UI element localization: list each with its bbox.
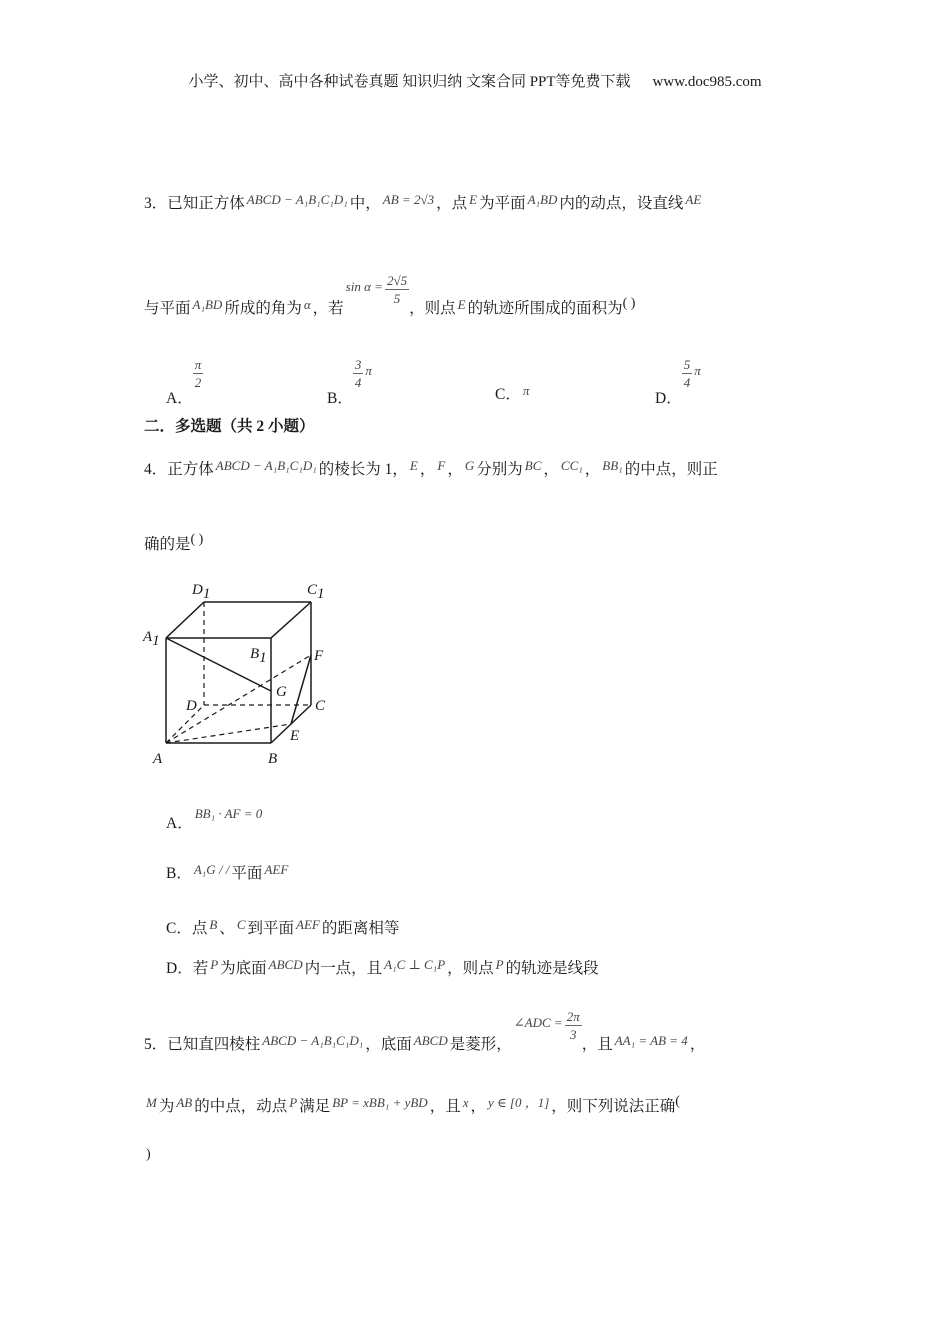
q3-math-sin: sin α = <box>345 279 383 295</box>
q5-math-abcd: ABCD <box>413 1033 448 1049</box>
frac-num: 5 <box>683 357 691 372</box>
q3-a-frac <box>193 356 204 391</box>
q3-text: 所成的角为 <box>224 300 302 318</box>
q3-math-cube: ABCD − A₁B₁C₁D₁ <box>246 192 348 207</box>
q4-text: 的中点，则正 <box>624 461 718 478</box>
q4-text: 正方体 <box>167 461 214 478</box>
label-a: A <box>153 751 163 767</box>
edge-a1-d1 <box>166 602 204 638</box>
frac-den: 2 <box>194 375 202 390</box>
q5-math-m: M <box>146 1095 157 1110</box>
q4-c-math1: B <box>209 917 218 932</box>
q3-math-e2: E <box>457 297 466 313</box>
q5-math-p: P <box>289 1095 298 1110</box>
q4-text: ， <box>543 461 559 478</box>
q4-d-math3: A₁C ⊥ C₁P <box>384 957 446 972</box>
label-d1: D1 <box>192 582 211 602</box>
header-site: www.doc985.com <box>652 74 762 90</box>
q3-b-pi: π <box>365 363 372 379</box>
q4-c-text: 到平面 <box>247 920 294 937</box>
frac-num: π <box>194 357 202 372</box>
label-c: C <box>315 698 326 714</box>
q4-a-math: BB₁ · AF = 0 <box>194 806 263 821</box>
q4-d-text: 为底面 <box>220 960 267 977</box>
q5-math-x: x <box>462 1095 469 1110</box>
header-text: 小学、初中、高中各种试卷真题 知识归纳 文案合同 PPT等免费下载 <box>188 74 631 90</box>
q3-option-d <box>655 356 703 408</box>
option-label: A． <box>166 390 193 408</box>
q3-option-a <box>166 356 203 408</box>
q4-line2 <box>144 530 203 555</box>
q4-math-bb: BB₁ <box>602 458 623 473</box>
q3-number: 3． <box>144 195 168 212</box>
section-heading: 二．多选题（共 2 小题） <box>144 418 315 435</box>
q4-c-text: 、 <box>219 920 235 937</box>
q5-text: ，则下列说法正确 <box>551 1098 676 1115</box>
q3-option-b <box>327 356 374 408</box>
q3-text: 已知正方体 <box>167 195 245 212</box>
option-label: D．若 <box>166 960 209 977</box>
cube-figure <box>140 575 350 775</box>
q4-d-text: 的轨迹是线段 <box>505 960 599 977</box>
q5-line1 <box>144 1008 705 1058</box>
q4-c-math3: AEF <box>296 917 320 932</box>
q4-text: ， <box>447 461 463 478</box>
q4-d-math2: ABCD <box>268 957 303 972</box>
q4-math-e: E <box>409 458 418 473</box>
q5-text: ， <box>470 1098 487 1115</box>
q4-d-math4: P <box>495 957 504 972</box>
q3-text: 与平面 <box>144 300 191 318</box>
q5-frac-den: 3 <box>569 1027 577 1042</box>
option-label: A． <box>166 815 193 832</box>
q3-line1 <box>144 190 703 214</box>
q4-option-c <box>166 915 399 939</box>
label-g: G <box>276 684 287 700</box>
page-header <box>0 70 950 91</box>
frac-den: 4 <box>354 375 362 390</box>
q3-text: 为平面 <box>479 195 526 212</box>
q3-math-alpha: α <box>303 297 311 313</box>
q5-text: ，且 <box>581 1036 613 1054</box>
q4-line1 <box>144 456 718 480</box>
q5-paren-close: ) <box>146 1147 151 1162</box>
q4-text: ， <box>584 461 601 478</box>
q4-math-cube: ABCD − A₁B₁C₁D₁ <box>215 458 317 473</box>
q3-fraction <box>385 272 409 307</box>
q5-text: ，且 <box>429 1098 461 1115</box>
q4-math-bc: BC <box>524 458 542 473</box>
q5-text: 为 <box>158 1098 175 1115</box>
q3-option-c <box>495 382 531 404</box>
label-c1: C1 <box>307 582 325 602</box>
q4-option-b <box>166 860 290 884</box>
q3-d-frac <box>682 356 693 391</box>
q3-math-e: E <box>469 192 478 207</box>
option-label: D． <box>655 390 682 408</box>
label-d: D <box>186 698 197 714</box>
q5-text: 已知直四棱柱 <box>167 1036 261 1054</box>
q3-math-plane: A₁BD <box>527 192 558 207</box>
q5-math-y: y ∈ [0 ，1] <box>488 1095 550 1110</box>
q5-frac-num: 2π <box>566 1009 580 1024</box>
q4-math-f: F <box>437 458 446 473</box>
q4-option-d <box>166 955 599 979</box>
q4-math-g: G <box>464 458 475 473</box>
q5-text: 是菱形， <box>449 1036 512 1054</box>
q3-text: ，则点 <box>409 300 456 318</box>
q3-text: 的轨迹所围成的面积为 <box>467 300 623 318</box>
q4-c-math2: C <box>236 917 246 932</box>
q5-line2 <box>144 1092 680 1117</box>
q4-b-math2: AEF <box>264 862 289 877</box>
q4-d-text: ，则点 <box>447 960 494 977</box>
q4-math-cc: CC₁ <box>560 458 583 473</box>
frac-num: 3 <box>354 357 362 372</box>
q5-text: ，底面 <box>365 1036 412 1054</box>
q5-text: 满足 <box>299 1098 331 1115</box>
q4-text: 确的是 <box>144 536 191 553</box>
q3-math-plane2: A₁BD <box>192 297 223 313</box>
q5-math-prism: ABCD − A₁B₁C₁D₁ <box>262 1033 364 1049</box>
label-e: E <box>290 728 300 744</box>
q4-text: ， <box>419 461 436 478</box>
q3-math-ab: AB = 2√3 <box>382 192 435 207</box>
q4-text: 分别为 <box>476 461 523 478</box>
q4-d-math1: P <box>210 957 219 972</box>
q4-c-text: 的距离相等 <box>321 920 400 937</box>
q3-answer-paren: ( ) <box>622 296 636 312</box>
q3-b-frac <box>353 356 364 391</box>
label-b1: B1 <box>250 646 267 666</box>
q4-b-text: 平面 <box>231 865 263 882</box>
q3-math-ae: AE <box>685 192 702 207</box>
q3-text: 中， <box>349 195 381 212</box>
q3-c-pi: π <box>522 383 530 398</box>
q5-text: 的中点，动点 <box>194 1098 288 1115</box>
q5-number: 5． <box>144 1036 168 1054</box>
q5-text: ， <box>689 1036 706 1054</box>
option-label: C． <box>495 386 521 403</box>
q4-d-text: 内一点，且 <box>304 960 383 977</box>
q3-d-pi: π <box>694 363 701 379</box>
frac-den: 4 <box>683 375 691 390</box>
option-label: B． <box>327 390 353 408</box>
q4-b-math: A₁G / / <box>193 862 230 877</box>
q5-math-angle: ∠ADC = <box>513 1015 563 1031</box>
q3-text: ，若 <box>312 300 344 318</box>
q5-math-ab: AB <box>176 1095 193 1110</box>
q5-paren-open: ( <box>675 1094 680 1109</box>
edge-b1-c1 <box>271 602 311 638</box>
q3-line2 <box>144 272 635 322</box>
q3-text: ，点 <box>436 195 468 212</box>
q4-text: 的棱长为 1， <box>318 461 408 478</box>
q4-answer-paren: ( ) <box>190 532 204 547</box>
q3-frac-den: 5 <box>393 291 401 306</box>
q5-math-bp: BP = xBB₁ + yBD <box>332 1095 428 1110</box>
q3-text: 内的动点，设直线 <box>559 195 684 212</box>
q4-number: 4． <box>144 461 168 478</box>
hidden-segment-a-e <box>166 724 291 743</box>
q5-math-aa: AA₁ = AB = 4 <box>614 1033 688 1049</box>
q3-frac-num: 2√5 <box>386 273 408 288</box>
label-f: F <box>314 648 324 664</box>
q5-fraction <box>565 1008 582 1043</box>
label-b: B <box>268 751 278 767</box>
label-a1: A1 <box>143 629 160 649</box>
option-label: B． <box>166 865 192 882</box>
q4-option-a <box>166 804 264 834</box>
option-label: C．点 <box>166 920 208 937</box>
